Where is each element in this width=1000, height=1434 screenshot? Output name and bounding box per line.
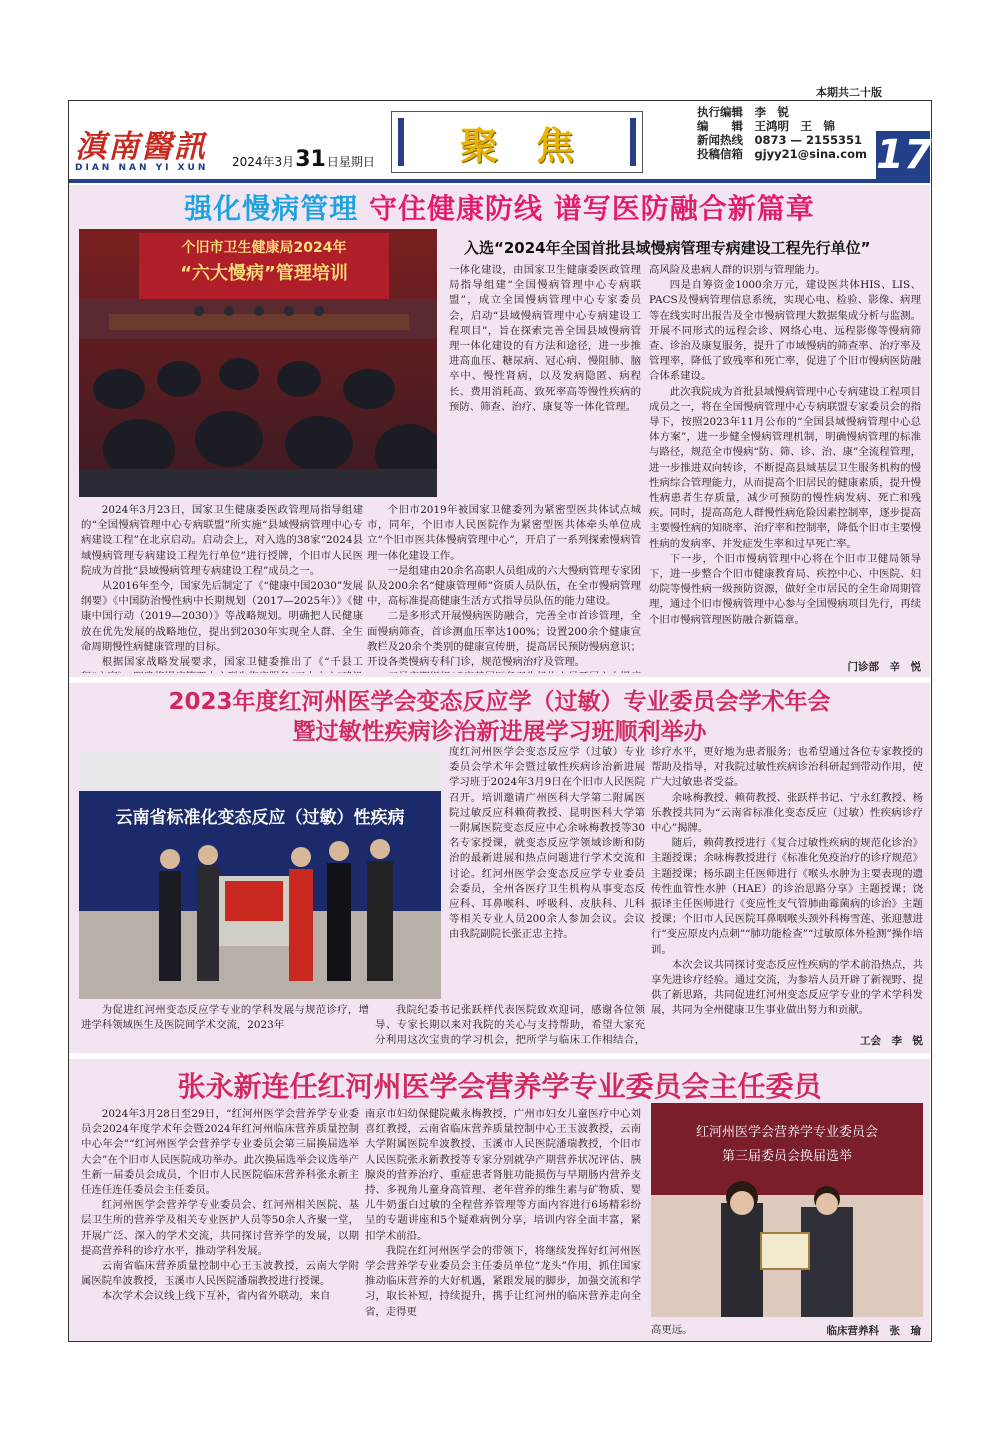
page-number: 17 [876, 132, 932, 178]
paragraph: 为促进红河州变态反应学专业的学科发展与规范诊疗，增进学科领域医生及医院间学术交流，2023年 [81, 1004, 369, 1032]
article3-column-2 [365, 1107, 641, 1337]
logo-pinyin: DIAN NAN YI XUN [75, 163, 209, 173]
title-line-1: 2023年度红河州医学会变态反应学（过敏）专业委员会学术年会 [168, 689, 831, 715]
article-title: 张永新连任红河州医学会营养学专业委员会主任委员 [177, 1070, 822, 1103]
award-photo [651, 1103, 923, 1317]
article1-column-1 [81, 503, 363, 673]
paragraph: 红河州医学会营养学专业委员会、红河州相关医院、基层卫生所的营养学及相关专业医护人员等50余人齐聚一堂，开展广泛、深入的学术交流，共同探讨营养学的发展，以期提高营养科的诊疗水平，推动学科发展。 [81, 1199, 359, 1257]
paragraph: 我院在红河州医学会的带领下，将继续发挥好红河州医学会营养学专业委员会主任委员单位“龙头”作用，抓住国家推动临床营养的大好机遇，紧跟发展的脚步，加强交流和学习，取长补短，持续提升，携手让红河州的临床营养走向全省，走得更 [365, 1244, 641, 1318]
editor-line: 编 辑 王鸿明 王 锦 [697, 119, 835, 133]
unveiling-photo [79, 751, 441, 999]
paragraph: 云南省临床营养质量控制中心王玉波教授，云南大学附属医院牟波教授，玉溪市人民医院潘瑞教授进行授课。 [81, 1260, 359, 1288]
paragraph: 余咏梅教授、赖荷教授、张跃样书记、宁永红教授、杨乐教授共同为“云南省标准化变态反应（过敏）性疾病诊疗中心”揭牌。 [651, 791, 923, 835]
paragraph: 2024年3月28日至29日，“红河州医学会营养学专业委员会2024年度学术年会暨2024年红河州临床营养质量控制中心年会”“红河州医学会营养学专业委员会第三届换届选举大会”在个旧市人民医院成功举办。此次换届选举会议选举产生新一届委员会成员，个旧市人民医院临床营养科张永新主任连任连任委员会主任委员。 [81, 1108, 359, 1197]
paragraph: 我院纪委书记张跃样代表医院致欢迎词，感谢各位领导、专家长期以来对我院的关心与支持帮助，希望大家充分利用这次宝贵的学习机会，把所学与临床工作相结合， [375, 1004, 645, 1047]
paragraph: 二是多形式开展慢病医防融合，完善全市首诊管理，全面慢病筛查，首诊测血压率达100%；设置200余个健康宣教栏及20余个类别的健康宣传册，提高居民预防慢病意识；开设各类慢病专科门诊，规范慢病治疗及管理。 [367, 610, 641, 669]
section-label: 聚焦 [459, 123, 612, 168]
article2-column-2-top [449, 745, 645, 1003]
author-signature: 门诊部 辛 悦 [847, 661, 921, 673]
logo [75, 131, 235, 175]
paragraph: 一是组建由20余名高职人员组成的六大慢病管理专家团队及200余名“健康管理师”资质人员队伍，在全市慢病管理中，高标准提高健康生活方式指导员队伍的能力建设。 [367, 564, 641, 608]
paragraph: 个旧市2019年被国家卫健委列为紧密型医共体试点城市，同年，个旧市人民医院作为紧密型医共体牵头单位成立“个旧市医共体慢病管理中心”，开启了一系列探索慢病管理一体化建设工作。 [367, 504, 641, 562]
date-suffix: 日星期日 [326, 155, 375, 169]
article-nutrition-committee [69, 1059, 930, 1341]
photo-banner-line1: 个旧市卫生健康局2024年 [181, 240, 347, 256]
paragraph [367, 670, 641, 673]
paragraph: 此次我院成为首批县域慢病管理中心专病建设工程项目成员之一，将在全国慢病管理中心专病联盟专家委员会的指导下，按照2023年11月公布的“全国县域慢病管理中心总体方案”，进一步健全慢病管理机制，明确慢病管理的标准与路径，规范全市慢病“防、筛、诊、治、康”全流程管理，进一步推进双向转诊，不断提高县域基层卫生服务机构的慢性病综合管理能力，从而提高个旧居民的健康素质，提升慢性病患者生存质量，减少可预防的慢性病发病、死亡和残疾。同时，提高高危人群慢性病危险因素控制率，逐步提高主要慢性病的知晓率、治疗率和控制率，降低个旧市主要慢性病的发病率、并发症发生率和过早死亡率。 [649, 385, 921, 550]
photo-banner-line2: 第三届委员会换届选举 [721, 1149, 852, 1164]
article1-column-2 [367, 503, 641, 673]
paragraph: 高更远。 [651, 1324, 693, 1336]
article3-column-1 [81, 1107, 359, 1337]
paragraph: 度红河州医学会变态反应学（过敏）专业委员会学术年会暨过敏性疾病诊治新进展学习班于2024年3月9日在个旧市人民医院召开。培训邀请广州医科大学第二附属医院过敏反应科赖荷教授、昆明医科大学第一附属医院变态反应中心余咏梅教授等30名专家授课，就变态反应学领域诊断和防治的最新进展和热点问题进行学术交流和讨论。红河州医学会变态反应学专业委员会委员，全州各医疗卫生机构从事变态反应科、耳鼻喉科、呼吸科、皮肤科、儿科等相关专业人员200余人参加会议。会议由我院副院长张正忠主持。 [449, 746, 645, 941]
editor-line: 投稿信箱 gjyy21@sina.com [697, 147, 867, 161]
editor-line: 新闻热线 0873 — 2155351 [697, 133, 863, 147]
title-part-b: 守住健康防线 [368, 192, 543, 225]
total-pages: 本期共二十版 [816, 86, 882, 99]
issue-date [232, 147, 375, 172]
paragraph: 本次学术会议线上线下互补，省内省外联动，来自 [101, 1290, 331, 1303]
paragraph: 南京市妇幼保健院戴永梅教授，广州市妇女儿童医疗中心刘喜红教授，云南省临床营养质量控制中心王玉波教授，云南大学附属医院牟波教授、玉溪市人民医院潘瑞教授，个旧市人民医院张永新教授等专家分别就孕产期营养状况评估、胰腺炎的营养治疗、重症患者肾脏功能损伤与早期肠内营养支持、多视角儿童身高管理、老年营养的维生素与矿物质、婴儿牛奶蛋白过敏的全程营养管理等方面内容进行6场精彩纷呈的专题讲座和5个疑难病例分享，培训内容全面丰富，紧扣学术前沿。 [365, 1108, 641, 1242]
training-photo [79, 229, 437, 497]
paragraph: 本次会议共同探讨变态反应性疾病的学术前沿热点，共享先进诊疗经验。通过交流，为参培人员开辟了新视野、提供了新思路，共同促进红河州变态反应学专业的学术学科发展，共同为全州健康卫生事业做出努力和贡献。 [651, 958, 923, 1017]
paragraph: 一体化建设，由国家卫生健康委医政管理局指导组建“全国慢病管理中心专病联盟”，成立全国慢病管理中心专家委员会，启动“县域慢病管理中心专病建设工程项目”，旨在探索完善全国县域慢病管理一体化建设的有方法和途径，进一步推进高血压、糖尿病、冠心病、慢阻肺、脑卒中、慢性肾病，以及发病隐匿、病程长、费用消耗高、致死率高等慢性疾病的预防、筛查、治疗、康复等一体化管理。 [449, 264, 641, 413]
paragraph: 四是自筹资金1000余万元，建设医共体HIS、LIS、PACS及慢病管理信息系统，实现心电、检验、影像、病理等在线实时出报告及全市慢病管理大数据集成分析与监测。开展不同形式的远程会诊、网络心电、远程影像等慢病筛查、诊治及康复服务，提升了市域慢病的筛查率、治疗率及管理率，降低了致残率和死亡率，促进了个旧市慢病医防融合体系建设。 [649, 279, 921, 383]
paragraph: 2024年3月23日，国家卫生健康委医政管理局指导组建的“全国慢病管理中心专病联盟”所实施“县域慢病管理中心专病建设工程”在北京启动。启动会上，对入选的38家“2024县域慢病管理专病建设工程先行单位”进行授牌，个旧市人民医院成为首批“县域慢病管理专病建设工程”成员之一。 [81, 504, 363, 577]
author-signature: 临床营养科 张 瑜 [826, 1325, 921, 1337]
article2-column-1 [81, 1003, 369, 1049]
paragraph: 下一步，个旧市慢病管理中心将在个旧市卫健局领导下，进一步整合个旧市健康教育局、疾控中心、中医院、妇幼院等慢性病一级预防资源，做好全市居民的全生命周期管理，通过个旧市慢病管理中心参与全国慢病项目先行，再续个旧市慢病管理医防融合新篇章。 [649, 552, 921, 626]
paragraph: 高风险及患病人群的识别与管理能力。 [649, 264, 826, 276]
paragraph: 根据国家战略发展要求，国家卫健委推出了《“千县工 [101, 656, 363, 669]
title-part-c: 谱写医防融合新篇章 [553, 192, 815, 225]
newspaper-page [68, 100, 932, 1342]
section-label-box [391, 111, 643, 173]
editor-line: 执行编辑 李 锐 [697, 105, 789, 119]
paragraph: 随后，赖荷教授进行《复合过敏性疾病的规范化诊治》主题授课；余咏梅教授进行《标准化免疫治疗的诊疗规范》主题授课；杨乐副主任医师进行《喉头水肿为主要表现的遗传性血管性水肿（HAE）的诊治思路分享》主题授课；饶振译主任医师进行《变应性支气管肺曲霉菌病的诊治》主题授课；个旧市人民医院耳鼻咽喉头颈外科梅雪莲、张迎慧进行“变应原皮内点刺”“肺功能检查”“过敏原体外检测”操作培训。 [651, 837, 923, 956]
photo-banner: 云南省标准化变态反应（过敏）性疾病 [115, 808, 405, 828]
header-rule [69, 179, 930, 183]
date-day: 31 [295, 147, 326, 172]
article1-column-2-top [449, 263, 641, 495]
photo-banner-line1: 红河州医学会营养学专业委员会 [695, 1125, 878, 1140]
title-line-2: 暨过敏性疾病诊治新进展学习班顺利举办 [292, 719, 707, 745]
article-title [69, 687, 930, 747]
article-subtitle: 入选“2024年全国首批县域慢病管理专病建设工程先行单位” [464, 239, 871, 257]
paragraph: 从2016年至今，国家先后制定了《“健康中国2030”发展纲要》《中国防治慢性病中长期规划（2017—2025年）》《健康中国行动（2019—2030）》等战略规划。明确把人民健康放在优先发展的战略地位，提出到2030年实现全人群、全生命周期慢性病健康管理的目标。 [81, 580, 363, 653]
title-part-a: 强化慢病管理 [184, 192, 359, 225]
article1-column-3 [649, 263, 921, 661]
photo-banner-line2: “六大慢病”管理培训 [180, 263, 348, 284]
author-signature: 工会 李 锐 [860, 1035, 923, 1047]
date-prefix: 2024年3月 [232, 155, 295, 169]
paragraph: 诊疗水平，更好地为患者服务；也希望通过各位专家教授的帮助及指导，对我院过敏性疾病诊治科研起到带动作用，使广大过敏患者受益。 [651, 746, 923, 789]
logo-text: 滇南醫訊 [75, 129, 207, 165]
article-title [69, 187, 930, 227]
editor-info [697, 105, 867, 161]
masthead [69, 101, 930, 179]
article-chronic-disease [69, 185, 930, 677]
article2-column-2 [375, 1003, 645, 1049]
article-allergy-conference [69, 683, 930, 1053]
article2-column-3 [651, 745, 923, 1033]
